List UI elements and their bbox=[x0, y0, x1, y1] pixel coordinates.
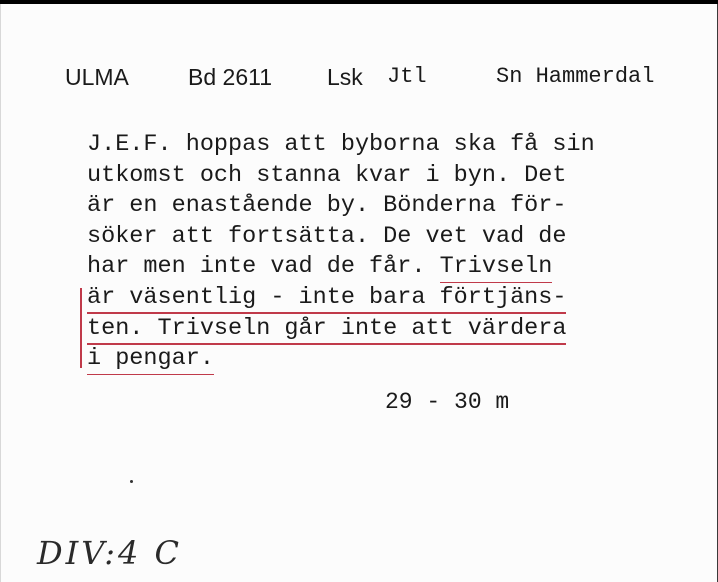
underlined-word: Trivseln bbox=[439, 253, 553, 281]
underlined-text: är väsentlig - inte bara förtjäns- bbox=[87, 283, 567, 311]
page-reference: 29 - 30 m bbox=[385, 389, 510, 415]
header-lsk: Lsk bbox=[327, 64, 363, 90]
ink-dot bbox=[130, 480, 133, 483]
header-jtl: Jtl bbox=[387, 64, 427, 89]
body-line: söker att fortsätta. De vet vad de bbox=[87, 222, 567, 250]
header-sn: Sn Hammerdal bbox=[496, 64, 655, 89]
header-word: ULMA bbox=[65, 64, 129, 90]
archive-card bbox=[0, 4, 718, 582]
margin-mark bbox=[80, 288, 82, 368]
body-line-underlined bbox=[87, 344, 595, 375]
underlined-text: ten. Trivseln går inte att värdera bbox=[87, 314, 567, 342]
card-header bbox=[1, 64, 717, 96]
card-body bbox=[87, 130, 595, 375]
body-line: utkomst och stanna kvar i byn. Det bbox=[87, 161, 567, 189]
body-line-5-text: har men inte vad de får. bbox=[87, 253, 426, 281]
body-line-underlined bbox=[87, 314, 595, 345]
body-line: J.E.F. hoppas att byborna ska få sin bbox=[87, 131, 595, 158]
body-line: är en enastående by. Bönderna för- bbox=[87, 192, 567, 220]
body-line-underlined bbox=[87, 283, 595, 314]
underlined-text: i pengar. bbox=[87, 345, 214, 373]
handwritten-code: DIV:4 C bbox=[37, 534, 182, 572]
header-bd: Bd 2611 bbox=[188, 64, 272, 90]
body-line-5 bbox=[87, 252, 595, 283]
